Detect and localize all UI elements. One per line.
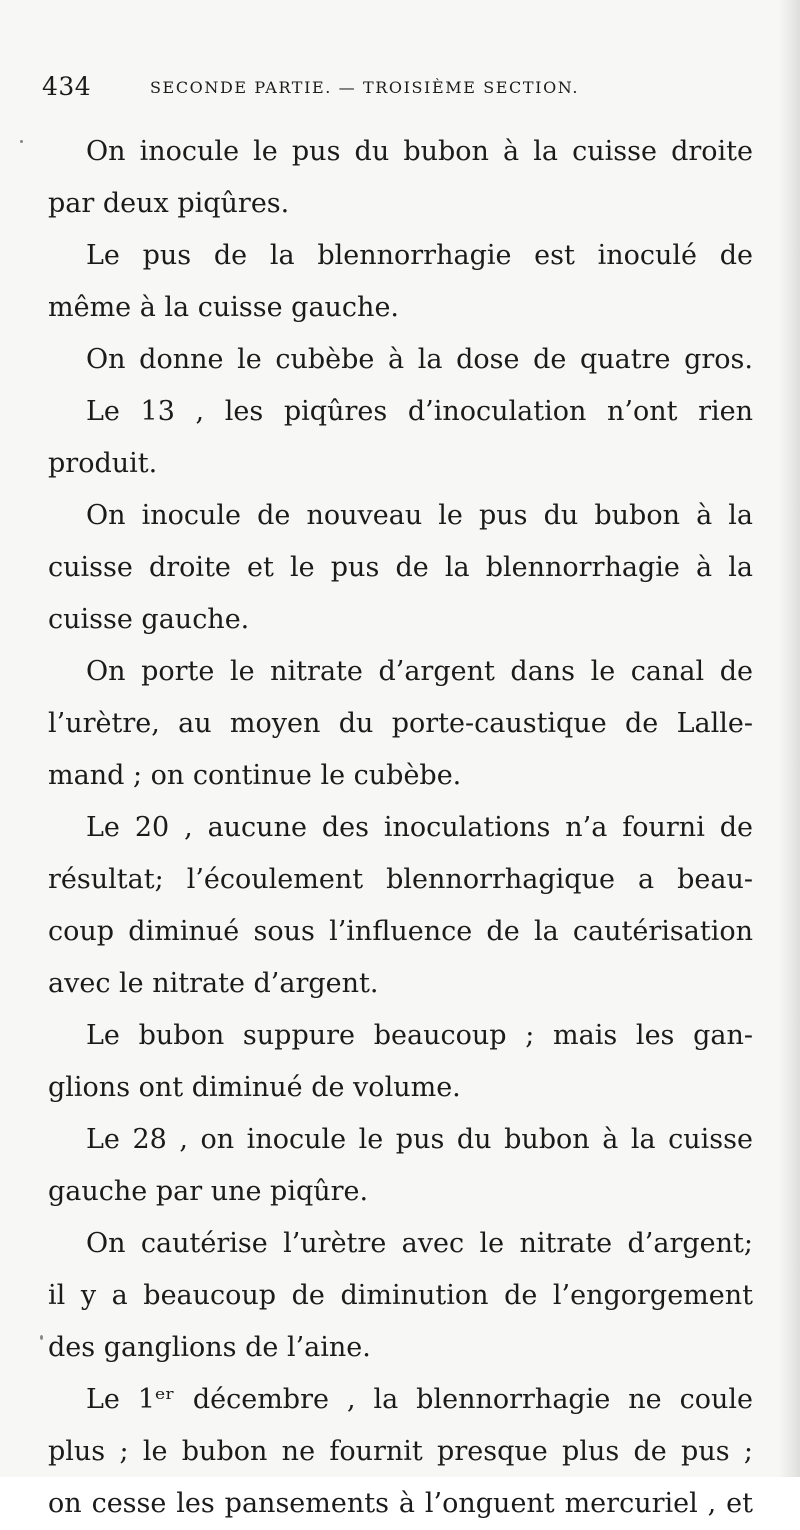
text-line: gauche par une piqûre.	[48, 1176, 369, 1207]
text-line: cuisse droite et le pus de la blennorrhagie à la	[48, 552, 753, 583]
text-line: Le 13 , les piqûres d’inoculation n’ont rien	[86, 396, 753, 427]
page-header	[40, 72, 740, 102]
text-line: on cesse les pansements à l’onguent mercuriel , et	[48, 1488, 753, 1519]
text-line: produit.	[48, 448, 158, 479]
text-line: On porte le nitrate d’argent dans le canal de	[86, 656, 753, 687]
text-line: cuisse gauche.	[48, 604, 250, 635]
text-line: Le 1ᵉʳ décembre , la blennorrhagie ne coule	[86, 1384, 753, 1415]
text-line: plus ; le bubon ne fournit presque plus de pus ;	[48, 1436, 753, 1467]
text-line: avec le nitrate d’argent.	[48, 968, 379, 999]
text-line: Le 20 , aucune des inoculations n’a fourni de	[86, 812, 753, 843]
text-line: par deux piqûres.	[48, 188, 290, 219]
text-line: glions ont diminué de volume.	[48, 1072, 461, 1103]
page-edge-shadow	[778, 0, 800, 1477]
ink-speck	[40, 1335, 43, 1340]
text-line: mand ; on continue le cubèbe.	[48, 760, 462, 791]
text-line: On cautérise l’urètre avec le nitrate d’argent;	[86, 1228, 753, 1259]
text-line: Le 28 , on inocule le pus du bubon à la cuisse	[86, 1124, 753, 1155]
ink-speck	[20, 140, 23, 143]
text-line: il y a beaucoup de diminution de l’engorgement	[48, 1280, 753, 1311]
text-line: On inocule le pus du bubon à la cuisse droite	[86, 136, 753, 167]
text-line: Le bubon suppure beaucoup ; mais les gan-	[86, 1020, 753, 1051]
text-line: On inocule de nouveau le pus du bubon à la	[86, 500, 753, 531]
text-line: On donne le cubèbe à la dose de quatre gros.	[86, 344, 753, 375]
text-line: l’urètre, au moyen du porte-caustique de Lalle-	[48, 708, 753, 739]
body-text	[48, 126, 753, 1530]
text-line: même à la cuisse gauche.	[48, 292, 399, 323]
text-line: des ganglions de l’aine.	[48, 1332, 371, 1363]
page-number: 434	[42, 72, 92, 101]
text-line: coup diminué sous l’influence de la cautérisation	[48, 916, 753, 947]
text-line: résultat; l’écoulement blennorrhagique a beau-	[48, 864, 753, 895]
text-line: Le pus de la blennorrhagie est inoculé de	[86, 240, 753, 271]
running-head: SECONDE PARTIE. — TROISIÈME SECTION.	[150, 78, 580, 97]
